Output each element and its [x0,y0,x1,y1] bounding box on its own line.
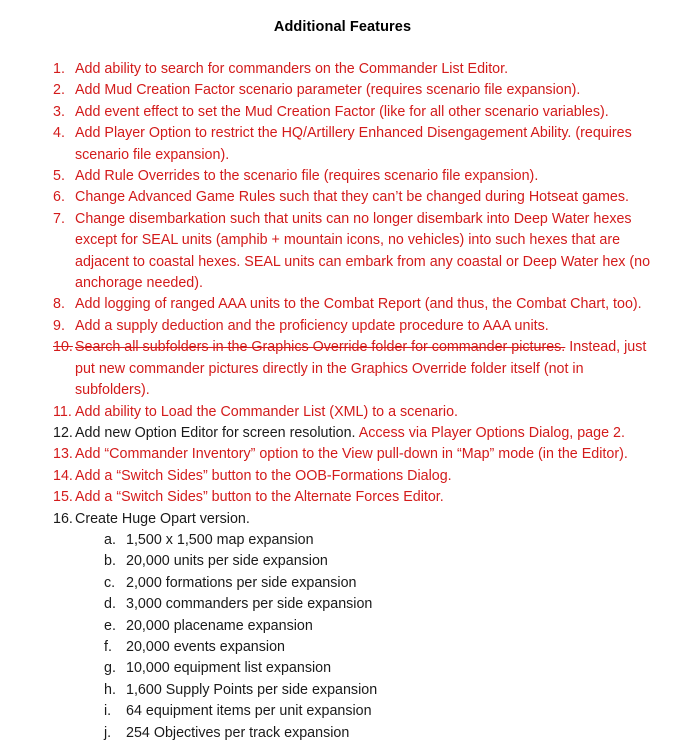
list-item-marker: 3. [53,103,65,120]
list-item-marker: 15. [53,489,73,506]
list-item-text: Add ability to Load the Commander List (XML) to a scenario. [75,403,459,420]
list-item [0,209,685,295]
sublist-item-text: 254 Objectives per track expansion [126,724,350,741]
sublist-item-text: 10,000 equipment list expansion [126,660,332,677]
sublist-item-text: 2,000 formations per side expansion [126,574,357,591]
list-item-text: Add event effect to set the Mud Creation Factor (like for all other scenario variables). [75,103,609,120]
list-item-marker: 1. [53,61,65,77]
sublist-item [0,573,685,594]
list-item-marker: 10. [53,339,73,356]
list-item-marker: 16. [53,510,73,527]
list-item [0,444,685,465]
list-item-text: Add “Commander Inventory” option to the View pull-down in “Map” mode (in the Editor). [75,446,628,463]
sublist-item-marker: g. [104,660,116,677]
sublist-item-marker: d. [104,596,116,613]
sublist-item-text: 20,000 units per side expansion [126,553,328,570]
sublist-item [0,594,685,615]
sublist-item-marker: i. [104,703,112,720]
list-item [0,102,685,123]
list-item-text: Add a “Switch Sides” button to the Alternate Forces Editor. [75,489,444,506]
list-item [0,294,685,315]
list-item [0,59,685,80]
list-item [0,123,685,166]
list-item-marker: 9. [53,317,65,334]
list-item-marker: 5. [53,168,65,185]
sublist-item [0,530,685,551]
list-item-text: Add Player Option to restrict the HQ/Artillery Enhanced Disengagement Ability. (requires scenario file expansion). [75,125,632,163]
sublist-item-marker: a. [104,531,116,548]
list-item [0,337,685,401]
list-item-marker: 4. [53,125,65,142]
list-item-text: Add logging of ranged AAA units to the Combat Report (and thus, the Combat Chart, too). [75,296,642,313]
sublist-item-text: 20,000 placename expansion [126,617,313,634]
list-item [0,80,685,101]
list-item-marker: 14. [53,467,73,484]
list-item-marker: 11. [53,403,72,420]
list-item [0,166,685,187]
sublist-container [0,530,685,744]
list-item-marker: 6. [53,189,65,206]
additional-features-list [0,59,685,744]
list-item-text: Add a supply deduction and the proficiency update procedure to AAA units. [75,317,549,334]
list-item-marker: 13. [53,446,73,463]
sublist-item [0,723,685,744]
list-item-marker: 12. [53,424,73,441]
list-item [0,423,685,444]
sublist-item-marker: h. [104,681,116,698]
list-item-text: Search all subfolders in the Graphics Override folder for commander pictures. [75,339,566,356]
page-title: Additional Features [273,19,412,35]
list-item [0,487,685,508]
list-item-text: Add a “Switch Sides” button to the OOB-Formations Dialog. [75,467,452,484]
sublist-item-marker: e. [104,617,116,634]
list-item-text: Add Rule Overrides to the scenario file (requires scenario file expansion). [75,168,539,185]
list-item-text: Add ability to search for commanders on the Commander List Editor. [75,61,509,77]
list-item-text: Add new Option Editor for screen resolution. [75,424,356,441]
sublist-item [0,658,685,679]
huge-opart-sublist [0,530,685,744]
list-item-note: Instead, just put new commander pictures directly in the Graphics Override folder itself (not in subfolders). [75,339,647,399]
sublist-item-text: 64 equipment items per unit expansion [126,703,372,720]
sublist-item [0,551,685,572]
list-item-marker: 2. [53,82,65,99]
list-item-marker: 8. [53,296,65,313]
sublist-item-marker: c. [104,574,116,591]
sublist-item-marker: j. [104,724,112,741]
list-item [0,316,685,337]
sublist-item [0,680,685,701]
list-item-text: Change disembarkation such that units can no longer disembark into Deep Water hexes except for SEAL units (amphib + mountain icons, no vehicles) into such hexes that are adjacent to coastal hexes. SEAL units can embark from any coastal or Deep Water hex (no anchorage needed). [75,210,651,292]
list-item-text: Add Mud Creation Factor scenario parameter (requires scenario file expansion). [75,82,581,99]
sublist-item-text: 20,000 events expansion [126,638,285,655]
list-item [0,466,685,487]
sublist-item-marker: f. [104,638,112,655]
sublist-item-marker: b. [104,553,116,570]
list-item [0,402,685,423]
sublist-item [0,701,685,722]
sublist-item-text: 1,500 x 1,500 map expansion [126,531,314,548]
sublist-item [0,637,685,658]
list-item-marker: 7. [53,210,65,227]
list-item-text: Create Huge Opart version. [75,510,250,527]
list-item [0,509,685,530]
list-item [0,187,685,208]
sublist-item-text: 3,000 commanders per side expansion [126,596,373,613]
sublist-item-text: 1,600 Supply Points per side expansion [126,681,378,698]
sublist-item [0,616,685,637]
list-item-text: Change Advanced Game Rules such that they can’t be changed during Hotseat games. [75,189,629,206]
list-item-note: Access via Player Options Dialog, page 2. [355,424,625,441]
